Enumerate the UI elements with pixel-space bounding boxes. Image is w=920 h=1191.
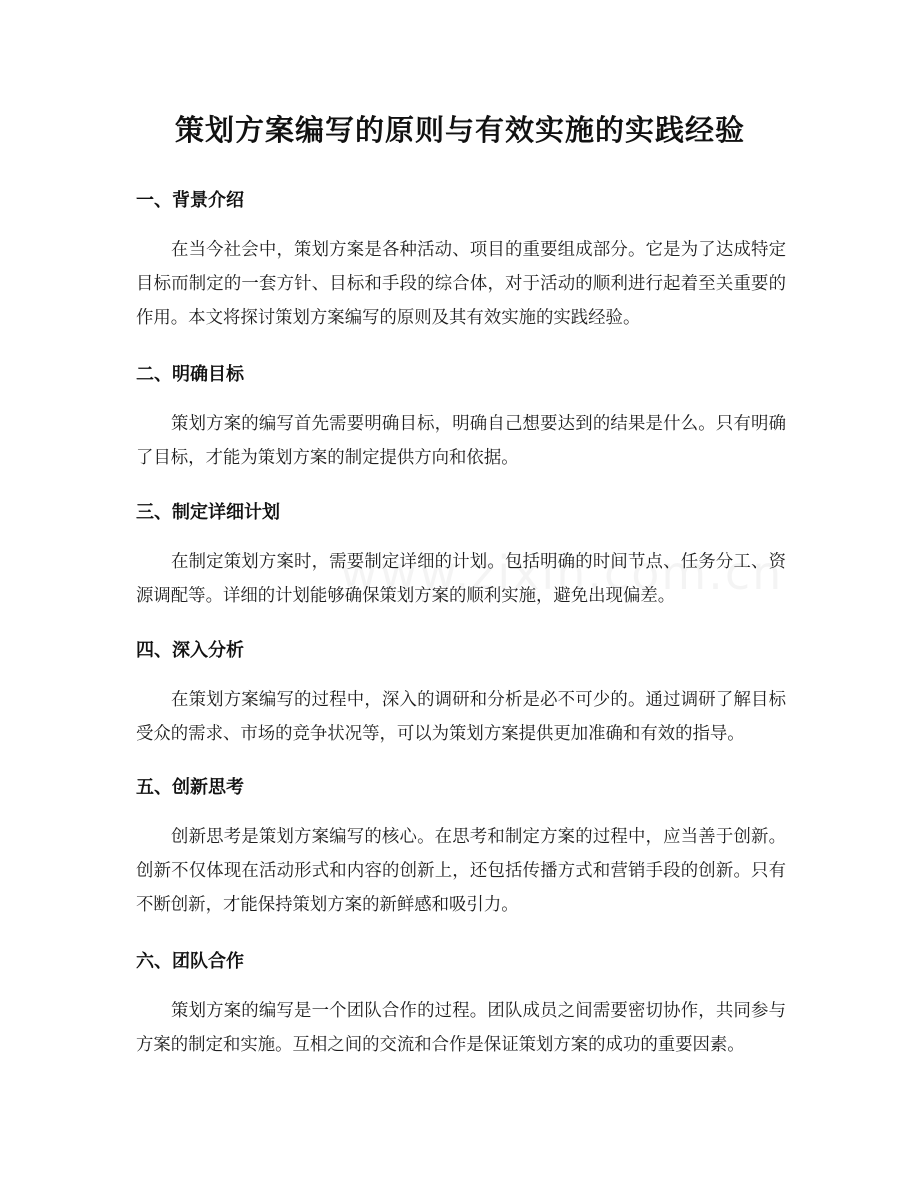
section-body-analysis: 在策划方案编写的过程中，深入的调研和分析是必不可少的。通过调研了解目标受众的需求、市场的竞争状况等，可以为策划方案提供更加准确和有效的指导。 [136,690,786,744]
section-heading-goals: 二、明确目标 [136,364,244,385]
section-body-innovation: 创新思考是策划方案编写的核心。在思考和制定方案的过程中，应当善于创新。创新不仅体现在活动形式和内容的创新上，还包括传播方式和营销手段的创新。只有不断创新，才能保持策划方案的新鲜感和吸引力。 [136,827,786,915]
section-heading-background: 一、背景介绍 [136,190,244,211]
section-heading-plan: 三、制定详细计划 [136,502,280,523]
section-body-background: 在当今社会中，策划方案是各种活动、项目的重要组成部分。它是为了达成特定目标而制定的一套方针、目标和手段的综合体，对于活动的顺利进行起着至关重要的作用。本文将探讨策划方案编写的原则及其有效实施的实践经验。 [136,240,786,328]
section-body-goals: 策划方案的编写首先需要明确目标，明确自己想要达到的结果是什么。只有明确了目标，才能为策划方案的制定提供方向和依据。 [136,414,786,468]
section-body-plan: 在制定策划方案时，需要制定详细的计划。包括明确的时间节点、任务分工、资源调配等。详细的计划能够确保策划方案的顺利实施，避免出现偏差。 [136,552,786,606]
section-heading-analysis: 四、深入分析 [136,640,244,661]
page-title: 策划方案编写的原则与有效实施的实践经验 [174,113,745,147]
section-heading-teamwork: 六、团队合作 [136,951,244,972]
section-heading-innovation: 五、创新思考 [136,777,244,798]
section-body-teamwork: 策划方案的编写是一个团队合作的过程。团队成员之间需要密切协作，共同参与方案的制定和实施。互相之间的交流和合作是保证策划方案的成功的重要因素。 [136,1001,786,1055]
